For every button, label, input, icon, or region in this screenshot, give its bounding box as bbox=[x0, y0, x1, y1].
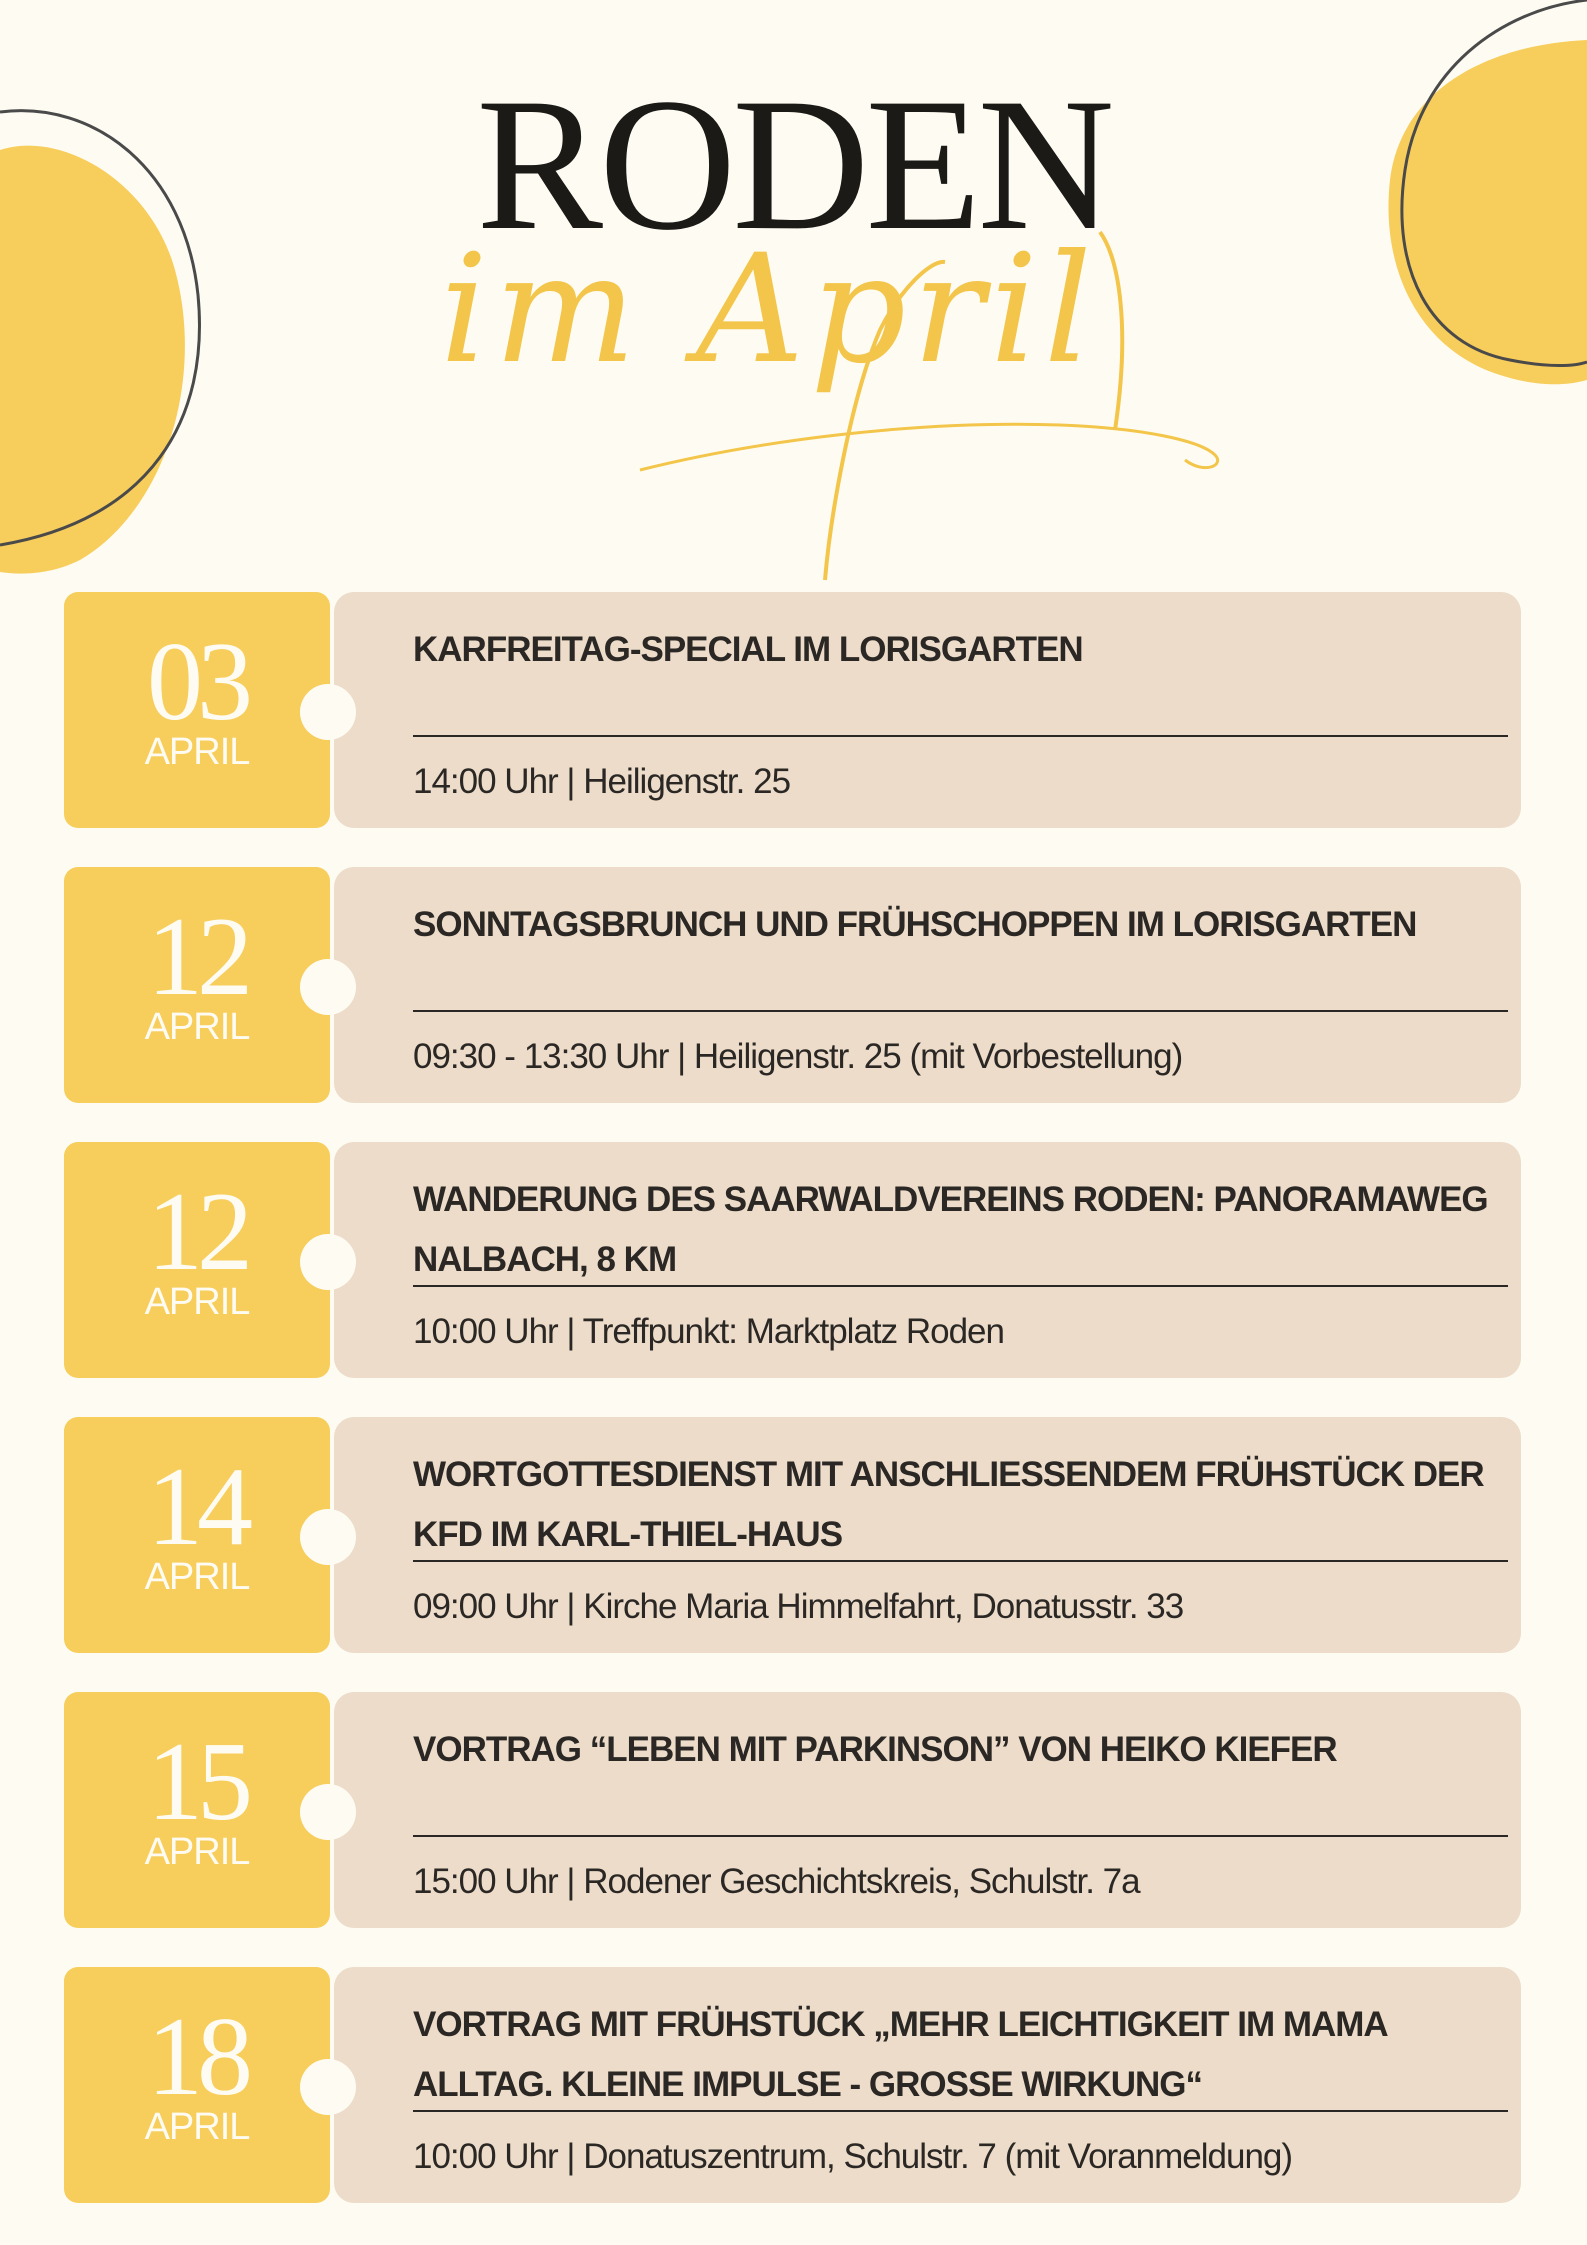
ticket-punch-hole bbox=[300, 1234, 356, 1290]
ticket-punch-hole bbox=[300, 1784, 356, 1840]
divider bbox=[413, 1285, 1508, 1287]
ticket-punch-hole bbox=[300, 2059, 356, 2115]
event-item bbox=[64, 1417, 1521, 1653]
date-badge bbox=[64, 1967, 330, 2203]
date-day: 12 bbox=[147, 895, 247, 1019]
event-info: 10:00 Uhr | Donatuszentrum, Schulstr. 7 (mit Voranmeldung) bbox=[413, 2137, 1293, 2176]
divider bbox=[413, 735, 1508, 737]
date-month: APRIL bbox=[144, 1006, 250, 1048]
event-item bbox=[64, 867, 1521, 1103]
date-month: APRIL bbox=[144, 1556, 250, 1598]
date-badge bbox=[64, 592, 330, 828]
event-item bbox=[64, 1142, 1521, 1378]
ticket-punch-hole bbox=[300, 684, 356, 740]
date-day: 12 bbox=[147, 1170, 247, 1294]
subtitle-swash bbox=[640, 424, 1218, 470]
event-list bbox=[64, 592, 1521, 2242]
event-item bbox=[64, 1692, 1521, 1928]
divider bbox=[413, 2110, 1508, 2112]
page-subtitle: im April bbox=[440, 223, 1098, 397]
date-month: APRIL bbox=[144, 1831, 250, 1873]
date-day: 03 bbox=[147, 620, 247, 744]
date-badge bbox=[64, 1692, 330, 1928]
divider bbox=[413, 1560, 1508, 1562]
event-item bbox=[64, 1967, 1521, 2203]
ticket-punch-hole bbox=[300, 959, 356, 1015]
event-info: 10:00 Uhr | Treffpunkt: Marktplatz Roden bbox=[413, 1312, 1004, 1351]
divider bbox=[413, 1010, 1508, 1012]
date-badge bbox=[64, 867, 330, 1103]
event-item bbox=[64, 592, 1521, 828]
event-title: VORTRAG “LEBEN MIT PARKINSON” VON HEIKO KIEFER bbox=[413, 1730, 1337, 1769]
event-info: 09:00 Uhr | Kirche Maria Himmelfahrt, Donatusstr. 33 bbox=[413, 1587, 1184, 1626]
event-title: WORTGOTTESDIENST MIT ANSCHLIESSENDEM FRÜHSTÜCK DER KFD IM KARL-THIEL-HAUS bbox=[413, 1455, 1484, 1554]
date-day: 14 bbox=[147, 1445, 247, 1569]
divider bbox=[413, 1835, 1508, 1837]
date-month: APRIL bbox=[144, 2106, 250, 2148]
event-title: SONNTAGSBRUNCH UND FRÜHSCHOPPEN IM LORISGARTEN bbox=[413, 905, 1417, 944]
date-month: APRIL bbox=[144, 731, 250, 773]
ticket-punch-hole bbox=[300, 1509, 356, 1565]
page-title: RODEN bbox=[476, 60, 1111, 270]
event-title: VORTRAG MIT FRÜHSTÜCK „MEHR LEICHTIGKEIT IM MAMA ALLTAG. KLEINE IMPULSE - GROSSE WIRKUNG“ bbox=[413, 2005, 1387, 2104]
date-month: APRIL bbox=[144, 1281, 250, 1323]
event-info: 14:00 Uhr | Heiligenstr. 25 bbox=[413, 762, 791, 801]
event-info: 15:00 Uhr | Rodener Geschichtskreis, Schulstr. 7a bbox=[413, 1862, 1140, 1901]
date-day: 18 bbox=[147, 1995, 247, 2119]
date-badge bbox=[64, 1417, 330, 1653]
date-day: 15 bbox=[147, 1720, 247, 1844]
event-title: WANDERUNG DES SAARWALDVEREINS RODEN: PANORAMAWEG NALBACH, 8 KM bbox=[413, 1180, 1488, 1279]
event-info: 09:30 - 13:30 Uhr | Heiligenstr. 25 (mit Vorbestellung) bbox=[413, 1037, 1183, 1076]
date-badge bbox=[64, 1142, 330, 1378]
event-title: KARFREITAG-SPECIAL IM LORISGARTEN bbox=[413, 630, 1083, 669]
